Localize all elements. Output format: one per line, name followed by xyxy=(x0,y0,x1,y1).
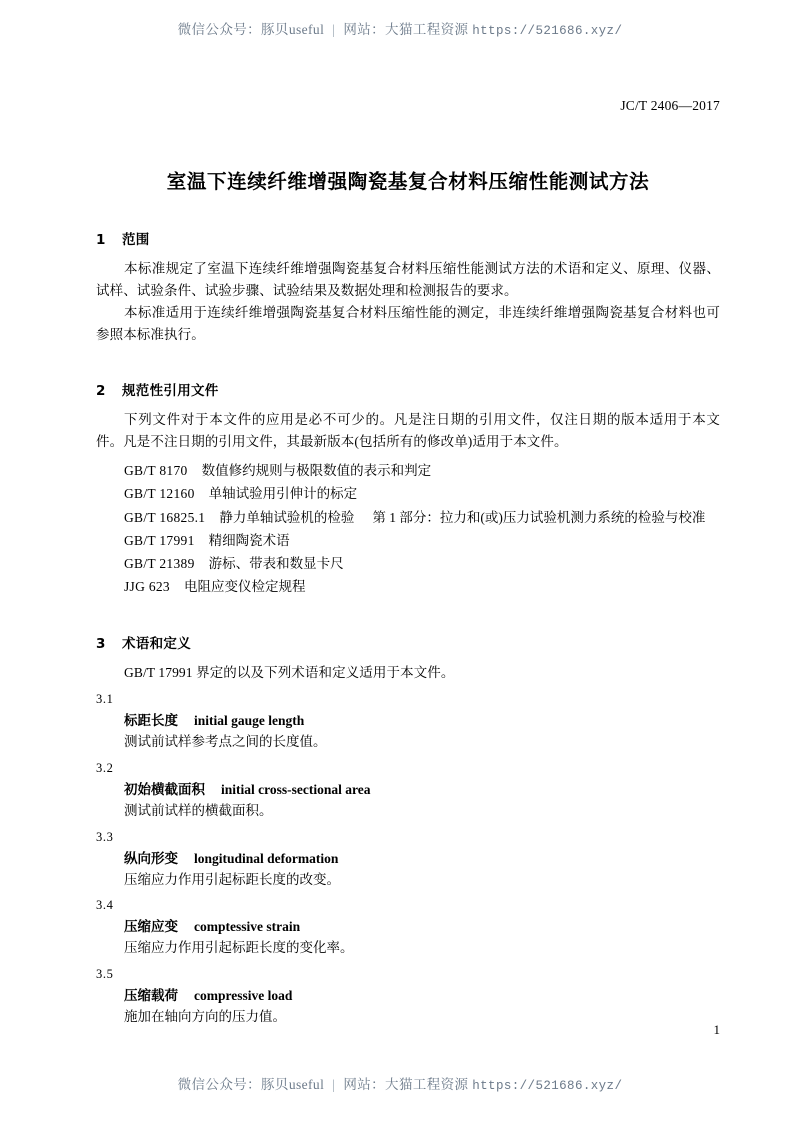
term-label-zh: 纵向形变 xyxy=(124,850,178,867)
reference-code: JJG 623 xyxy=(124,579,170,595)
term-number: 3.2 xyxy=(96,760,114,775)
term-heading xyxy=(96,847,720,867)
reference-title: 静力单轴试验机的检验 xyxy=(219,509,355,525)
term-heading xyxy=(96,984,720,1004)
section-2-paragraph-1: 下列文件对于本文件的应用是必不可少的。凡是注日期的引用文件，仅注日期的版本适用于本文件。凡是不注日期的引用文件，其最新版本(包括所有的修改单)适用于本文件。 xyxy=(96,412,720,450)
term-definition: 压缩应力作用引起标距长度的变化率。 xyxy=(124,940,354,956)
watermark-url: https://521686.xyz/ xyxy=(472,1079,623,1093)
term-label-en: comptessive strain xyxy=(194,919,301,935)
term-label-zh: 压缩应变 xyxy=(124,919,178,936)
page-number: 1 xyxy=(713,1022,720,1037)
term-heading xyxy=(96,915,720,935)
term-heading xyxy=(96,778,720,798)
term-entry xyxy=(96,692,720,753)
section-number-3: 3 xyxy=(96,636,106,653)
watermark-wechat-label: 微信公众号： xyxy=(177,1077,262,1092)
reference-extra: 第 1 部分：拉力和(或)压力试验机测力系统的检验与校准 xyxy=(372,509,706,525)
section-number-2: 2 xyxy=(96,383,106,400)
reference-code: GB/T 16825.1 xyxy=(124,509,206,525)
section-title-2: 规范性引用文件 xyxy=(122,383,219,400)
normative-references-list xyxy=(96,459,720,598)
section-title-3: 术语和定义 xyxy=(122,636,191,653)
reference-code: GB/T 17991 xyxy=(124,532,195,548)
section-heading-2 xyxy=(96,379,720,399)
watermark-wechat-value: 豚贝useful xyxy=(261,22,325,37)
section-heading-3 xyxy=(96,632,720,652)
term-entry xyxy=(96,898,720,959)
section-1-paragraph-2: 本标准适用于连续纤维增强陶瓷基复合材料压缩性能的测定，非连续纤维增强陶瓷基复合材料也可参照本标准执行。 xyxy=(96,304,720,342)
section-1-paragraph-1: 本标准规定了室温下连续纤维增强陶瓷基复合材料压缩性能测试方法的术语和定义、原理、仪器、试样、试验条件、试验步骤、试验结果及数据处理和检测报告的要求。 xyxy=(96,261,720,298)
page-title: 室温下连续纤维增强陶瓷基复合材料压缩性能测试方法 xyxy=(166,170,650,193)
list-item xyxy=(96,529,720,552)
term-entry xyxy=(96,830,720,891)
list-item xyxy=(96,482,720,505)
section-title-1: 范围 xyxy=(122,232,150,248)
term-definition: 测试前试样参考点之间的长度值。 xyxy=(124,734,327,750)
term-definition: 压缩应力作用引起标距长度的改变。 xyxy=(124,871,340,887)
term-number: 3.5 xyxy=(96,966,114,981)
section-heading-1 xyxy=(96,228,720,248)
reference-title: 电阻应变仪检定规程 xyxy=(183,579,306,595)
watermark-site-value: 大猫工程资源 xyxy=(385,22,469,37)
list-item xyxy=(96,575,720,598)
term-label-en: compressive load xyxy=(194,987,293,1003)
watermark-separator: | xyxy=(332,1077,336,1092)
watermark-site-label: 网站： xyxy=(343,22,386,37)
reference-code: GB/T 12160 xyxy=(124,486,195,502)
watermark-url: https://521686.xyz/ xyxy=(472,24,623,38)
term-number: 3.3 xyxy=(96,829,114,844)
term-definition: 测试前试样的横截面积。 xyxy=(124,802,273,818)
term-heading xyxy=(96,709,720,729)
term-label-zh: 标距长度 xyxy=(124,713,178,730)
reference-title: 游标、带表和数显卡尺 xyxy=(208,556,344,572)
term-number: 3.4 xyxy=(96,898,114,913)
standard-code: JC/T 2406—2017 xyxy=(620,98,720,113)
term-entry xyxy=(96,761,720,822)
list-item xyxy=(96,552,720,575)
watermark-site-value: 大猫工程资源 xyxy=(385,1077,469,1092)
watermark-wechat-value: 豚贝useful xyxy=(261,1077,325,1092)
list-item xyxy=(96,506,720,529)
document-content xyxy=(96,0,720,1027)
reference-title: 精细陶瓷术语 xyxy=(208,532,290,548)
section-3-paragraph-1: GB/T 17991 界定的以及下列术语和定义适用于本文件。 xyxy=(124,665,455,681)
list-item xyxy=(96,459,720,482)
term-label-en: initial cross-sectional area xyxy=(221,781,371,797)
reference-title: 单轴试验用引伸计的标定 xyxy=(208,486,358,502)
term-label-en: initial gauge length xyxy=(194,713,305,729)
watermark-bottom xyxy=(0,1073,800,1093)
reference-code: GB/T 8170 xyxy=(124,463,188,479)
reference-title: 数值修约规则与极限数值的表示和判定 xyxy=(201,463,432,479)
term-label-en: longitudinal deformation xyxy=(194,850,339,866)
watermark-site-label: 网站： xyxy=(343,1077,386,1092)
term-label-zh: 初始横截面积 xyxy=(124,781,205,798)
term-entry xyxy=(96,967,720,1028)
term-number: 3.1 xyxy=(96,692,114,707)
watermark-wechat-label: 微信公众号： xyxy=(177,22,262,37)
term-label-zh: 压缩载荷 xyxy=(124,987,178,1004)
watermark-separator: | xyxy=(332,22,336,37)
section-number-1: 1 xyxy=(96,232,106,248)
reference-code: GB/T 21389 xyxy=(124,556,195,572)
term-definition: 施加在轴向方向的压力值。 xyxy=(124,1008,286,1024)
